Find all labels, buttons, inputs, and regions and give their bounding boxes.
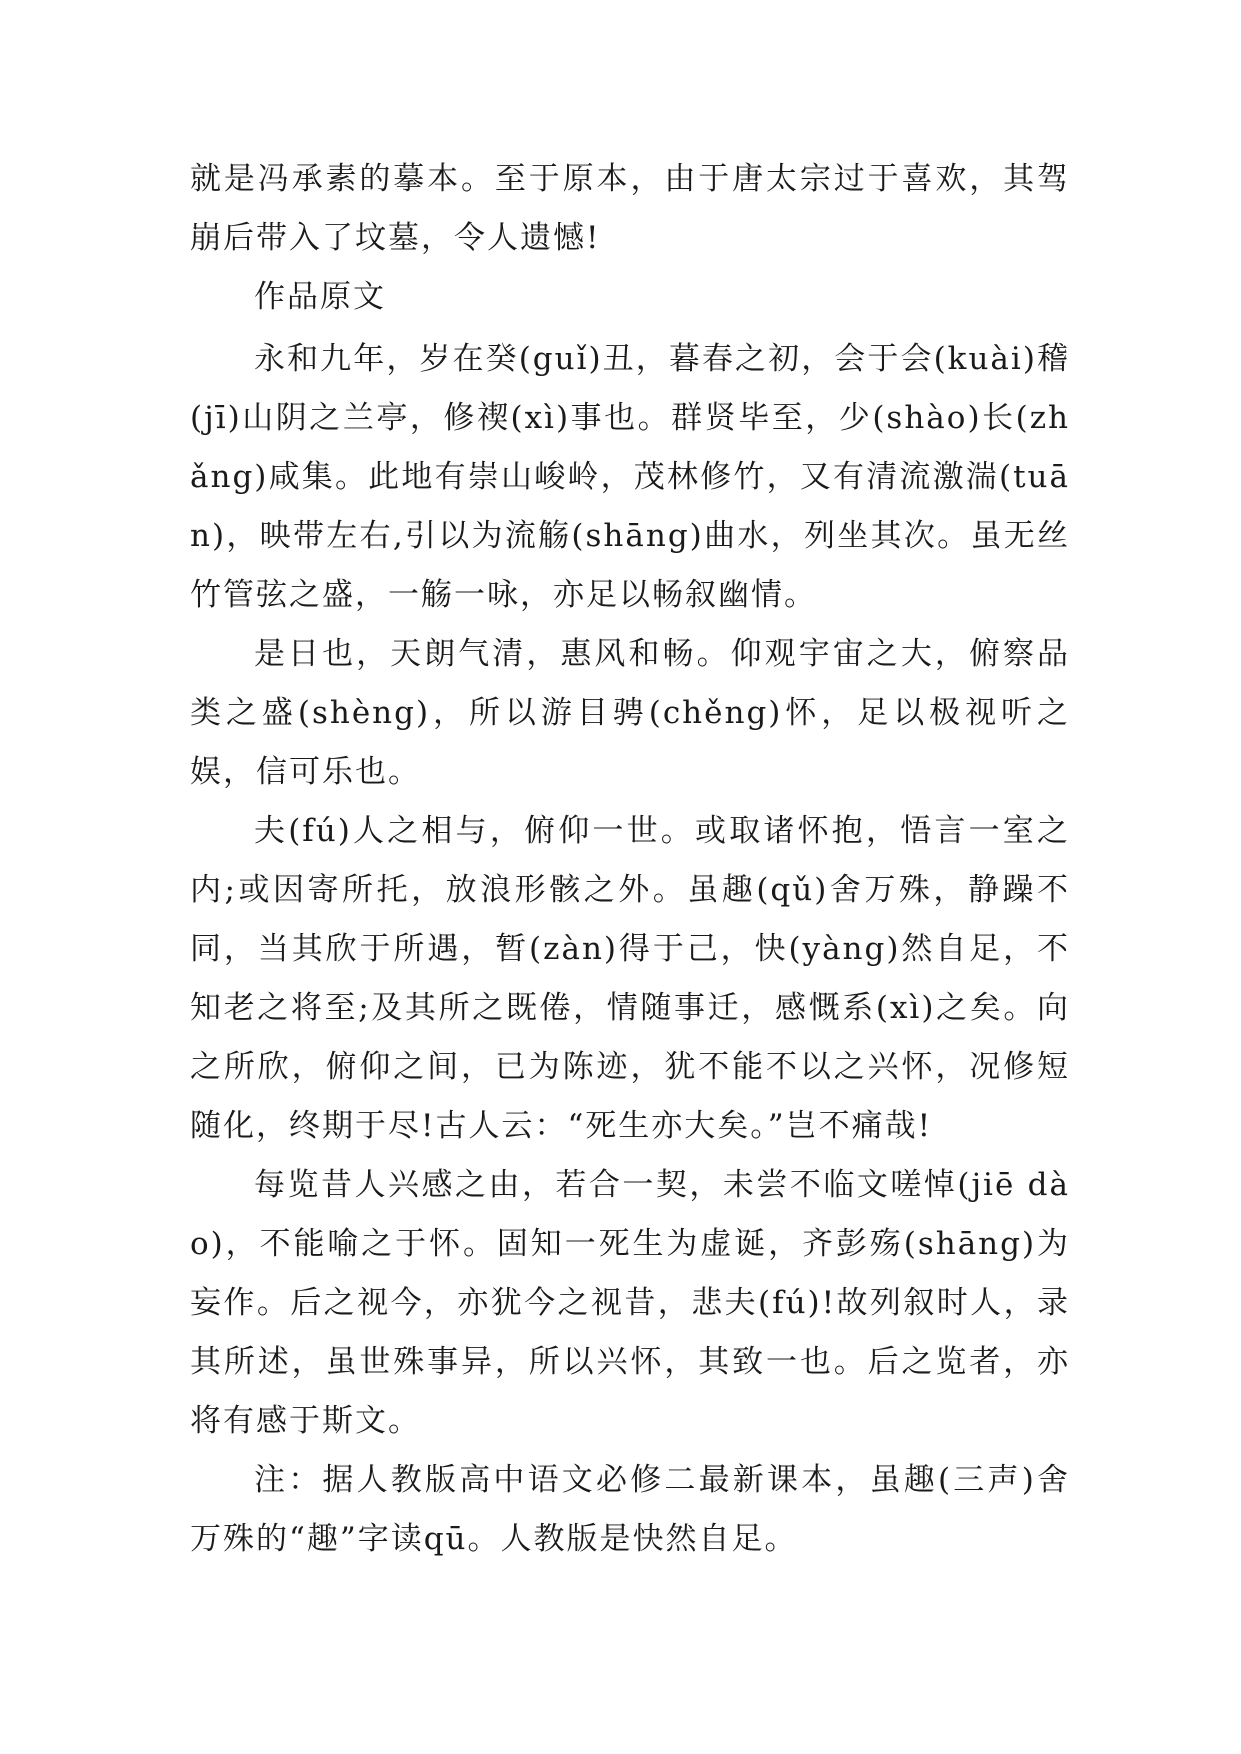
text-paragraph-3: 夫(fú)人之相与，俯仰一世。或取诸怀抱，悟言一室之内;或因寄所托，放浪形骸之外。虽趣(qǔ)舍万殊，静躁不同，当其欣于所遇，暂(zàn)得于己，快(yàng)然自足，不知老之将至;及其所之既倦，情随事迁，感慨系(xì)之矣。向之所欣，俯仰之间，已为陈迹，犹不能不以之兴怀，况修短随化，终期于尽!古人云：“死生亦大矣。”岂不痛哉! xyxy=(190,813,1070,1144)
text-paragraph-1: 永和九年，岁在癸(guǐ)丑，暮春之初，会于会(kuài)稽(jī)山阴之兰亭，修禊(xì)事也。群贤毕至，少(shào)长(zhǎng)咸集。此地有崇山峻岭，茂林修竹，又有清流激湍(tuān)，映带左右,引以为流觞(shāng)曲水，列坐其次。虽无丝竹管弦之盛，一觞一咏，亦足以畅叙幽情。 xyxy=(190,341,1070,613)
section-heading: 作品原文 xyxy=(254,279,386,315)
intro-paragraph: 就是冯承素的摹本。至于原本，由于唐太宗过于喜欢，其驾崩后带入了坟墓，令人遗憾! xyxy=(190,161,1070,256)
text-paragraph-4: 每览昔人兴感之由，若合一契，未尝不临文嗟悼(jiē dào)，不能喻之于怀。固知一死生为虚诞，齐彭殇(shāng)为妄作。后之视今，亦犹今之视昔，悲夫(fú)!故列叙时人，录其所述，虽世殊事异，所以兴怀，其致一也。后之览者，亦将有感于斯文。 xyxy=(190,1167,1070,1439)
text-paragraph-2: 是日也，天朗气清，惠风和畅。仰观宇宙之大，俯察品类之盛(shèng)，所以游目骋(chěng)怀，足以极视听之娱，信可乐也。 xyxy=(190,636,1070,790)
document-page xyxy=(190,150,1070,1569)
note-paragraph: 注：据人教版高中语文必修二最新课本，虽趣(三声)舍万殊的“趣”字读qū。人教版是快然自足。 xyxy=(190,1462,1070,1557)
